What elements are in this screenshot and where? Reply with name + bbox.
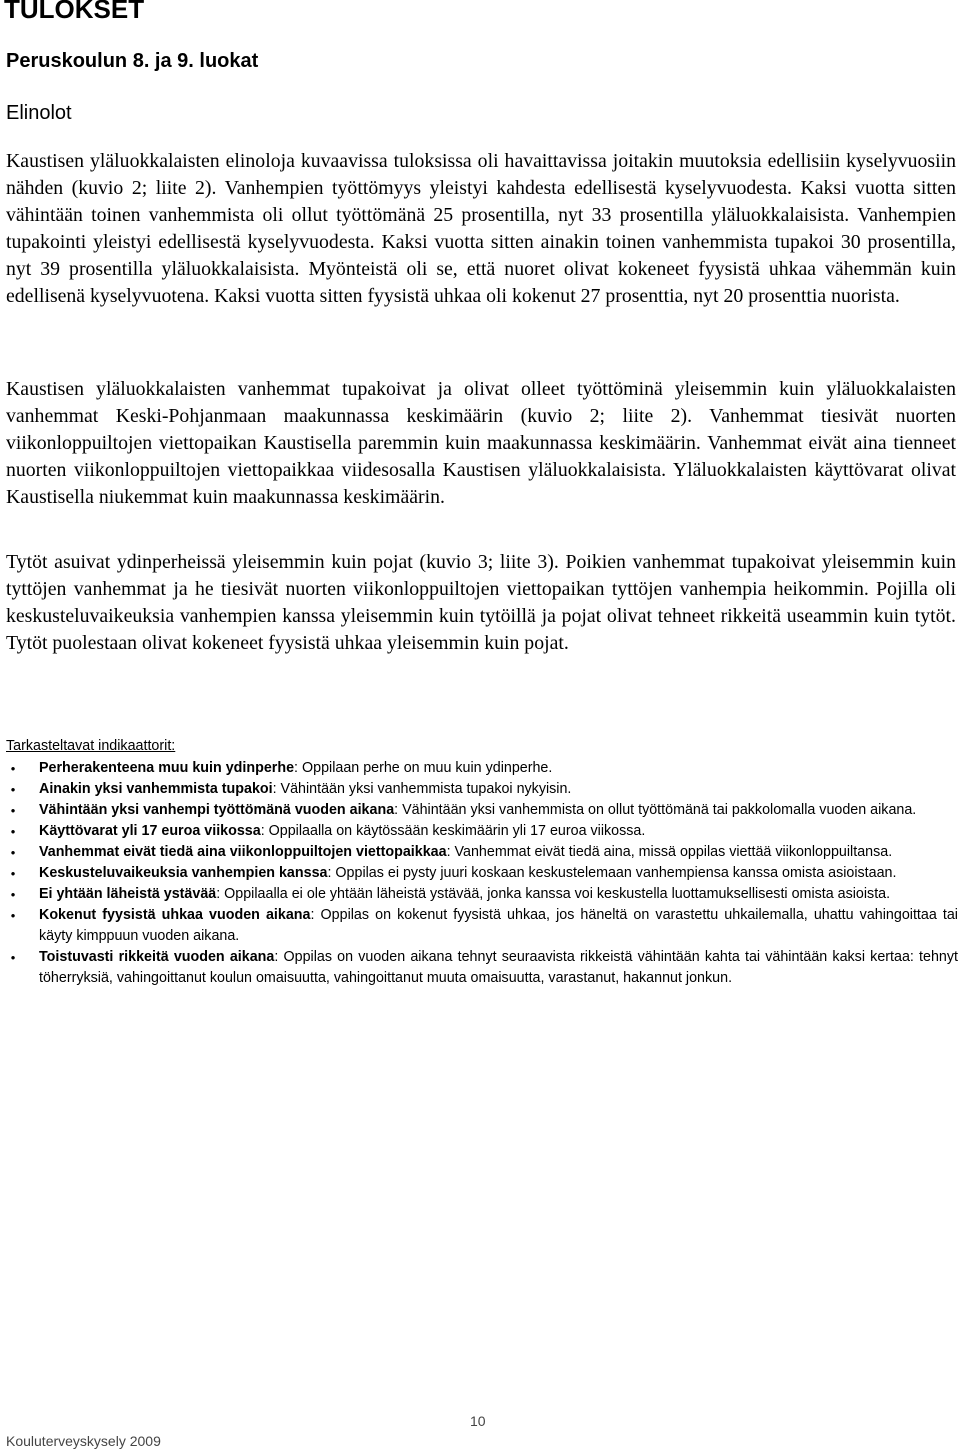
indicators-list bbox=[6, 758, 958, 989]
page-heading: TULOKSET bbox=[4, 0, 145, 24]
indicator-item bbox=[6, 758, 958, 779]
indicator-description: : Vähintään yksi vanhemmista on ollut työttömänä tai pakkolomalla vuoden aikana. bbox=[394, 802, 917, 818]
indicator-description: : Vähintään yksi vanhemmista tupakoi nykyisin. bbox=[272, 781, 572, 797]
indicator-description: : Oppilaalla ei ole yhtään läheistä ystävää, jonka kanssa voi keskustella luottamuksellisesti omista asioista. bbox=[216, 886, 891, 902]
indicator-item bbox=[6, 821, 958, 842]
page-number: 10 bbox=[470, 1413, 486, 1429]
paragraph-2: Kaustisen yläluokkalaisten vanhemmat tupakoivat ja olivat olleet työttöminä yleisemmin kuin yläluokkalaisten vanhemmat Keski-Pohjanmaan maakunnassa keskimäärin (kuvio 2; liite 2). Vanhemmat tiesivät nuorten viikonloppuiltojen viettopaikan Kaustisella paremmin kuin maakunnassa keskimäärin. Vanhemmat eivät aina tienneet nuorten viikonloppuiltojen viettopaikkaa viidesosalla Kaustisen yläluokkalaisista. Yläluokkalaisten käyttövarat olivat Kaustisella niukemmat kuin maakunnassa keskimäärin. bbox=[6, 378, 956, 508]
indicator-term: Vanhemmat eivät tiedä aina viikonloppuiltojen viettopaikkaa bbox=[39, 844, 447, 860]
indicator-term: Käyttövarat yli 17 euroa viikossa bbox=[39, 823, 261, 839]
bullet-icon: • bbox=[10, 803, 16, 818]
indicator-description: : Vanhemmat eivät tiedä aina, missä oppilas viettää viikonloppuiltansa. bbox=[446, 844, 893, 860]
indicator-item bbox=[6, 800, 958, 821]
indicator-description: : Oppilas on kokenut fyysistä uhkaa, jos häneltä on varastettu uhkailemalla, uhattu vahingoittaa tai käyty kimppuun vuoden aikana. bbox=[39, 907, 958, 944]
school-level-subheading: Peruskoulun 8. ja 9. luokat bbox=[6, 50, 259, 72]
indicator-term: Ainakin yksi vanhemmista tupakoi bbox=[39, 781, 273, 797]
indicator-term: Toistuvasti rikkeitä vuoden aikana bbox=[39, 949, 275, 965]
indicator-item bbox=[6, 905, 958, 947]
paragraph-1: Kaustisen yläluokkalaisten elinoloja kuvaavissa tuloksissa oli havaittavissa joitakin muutoksia edellisiin kyselyvuosiin nähden (kuvio 2; liite 2). Vanhempien työttömyys yleistyi kahdesta edellisestä kyselyvuodesta. Kaksi vuotta sitten vähintään toinen vanhemmista oli ollut työttömänä 25 prosentilla, nyt 33 prosentilla yläluokkalaisista. Vanhempien tupakointi yleistyi edellisestä kyselyvuodesta. Kaksi vuotta sitten ainakin toinen vanhemmista tupakoi 30 prosentilla, nyt 39 prosentilla yläluokkalaisista. Myönteistä oli se, että nuoret olivat kokeneet fyysistä uhkaa vähemmän kuin edellisenä kyselyvuotena. Kaksi vuotta sitten fyysistä uhkaa oli kokenut 27 prosenttia, nyt 20 prosenttia nuorista. bbox=[6, 150, 956, 307]
bullet-icon: • bbox=[10, 908, 16, 923]
indicator-description: : Oppilaan perhe on muu kuin ydinperhe. bbox=[294, 760, 553, 776]
indicator-item bbox=[6, 779, 958, 800]
indicators-title: Tarkasteltavat indikaattorit: bbox=[6, 738, 176, 754]
bullet-icon: • bbox=[10, 866, 16, 881]
footer-source: Kouluterveyskysely 2009 bbox=[6, 1433, 161, 1449]
indicator-item bbox=[6, 947, 958, 989]
bullet-icon: • bbox=[10, 950, 16, 965]
bullet-icon: • bbox=[10, 824, 16, 839]
bullet-icon: • bbox=[10, 761, 16, 776]
indicator-description: : Oppilaalla on käytössään keskimäärin yli 17 euroa viikossa. bbox=[260, 823, 646, 839]
indicator-description: : Oppilas ei pysty juuri koskaan keskustelemaan vanhempiensa kanssa omista asioistaan. bbox=[327, 865, 897, 881]
indicator-description: : Oppilas on vuoden aikana tehnyt seuraavista rikkeistä vähintään kahta tai vähintään kaksi kertaa: tehnyt töherryksiä, vahingoittanut koulun omaisuutta, vahingoittanut muuta omaisuutta, varastanut, hakannut jonkun. bbox=[39, 949, 958, 986]
indicator-term: Perherakenteena muu kuin ydinperhe bbox=[39, 760, 295, 776]
paragraph-3: Tytöt asuivat ydinperheissä yleisemmin kuin pojat (kuvio 3; liite 3). Poikien vanhemmat tupakoivat yleisemmin kuin tyttöjen vanhemmat ja he tiesivät nuorten viikonloppuiltojen viettopaikan tyttöjen vanhempia heikommin. Pojilla oli keskusteluvaikeuksia vanhempien kanssa yleisemmin kuin tytöillä ja pojat olivat tehneet rikkeitä useammin kuin tytöt. Tytöt puolestaan olivat kokeneet fyysistä uhkaa yleisemmin kuin pojat. bbox=[6, 551, 956, 654]
bullet-icon: • bbox=[10, 887, 16, 902]
indicator-item bbox=[6, 884, 958, 905]
indicator-item bbox=[6, 863, 958, 884]
indicator-term: Keskusteluvaikeuksia vanhempien kanssa bbox=[39, 865, 328, 881]
indicator-term: Ei yhtään läheistä ystävää bbox=[39, 886, 217, 902]
section-title: Elinolot bbox=[6, 102, 72, 124]
bullet-icon: • bbox=[10, 845, 16, 860]
indicator-term: Kokenut fyysistä uhkaa vuoden aikana bbox=[39, 907, 311, 923]
indicator-item bbox=[6, 842, 958, 863]
bullet-icon: • bbox=[10, 782, 16, 797]
indicator-term: Vähintään yksi vanhempi työttömänä vuoden aikana bbox=[39, 802, 395, 818]
